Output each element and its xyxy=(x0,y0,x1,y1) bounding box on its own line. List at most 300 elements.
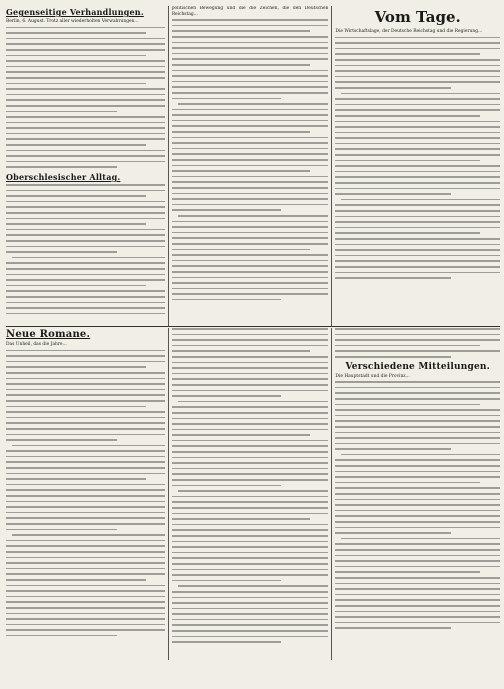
article-text-block xyxy=(335,328,500,358)
text-line xyxy=(6,190,165,192)
text-line xyxy=(335,255,500,257)
text-line xyxy=(6,394,165,396)
text-line xyxy=(172,423,329,425)
text-line xyxy=(172,226,329,228)
text-line xyxy=(335,350,500,352)
text-line xyxy=(6,71,165,73)
text-line xyxy=(172,384,329,386)
text-line xyxy=(172,120,329,122)
text-line xyxy=(6,624,165,626)
text-line xyxy=(335,238,500,240)
text-line xyxy=(12,257,165,259)
text-line xyxy=(335,622,500,624)
text-line xyxy=(172,75,329,77)
text-line xyxy=(335,176,500,178)
text-line xyxy=(335,459,500,461)
text-line xyxy=(6,579,146,581)
text-line xyxy=(172,591,329,593)
text-line xyxy=(335,555,500,557)
text-line xyxy=(335,165,500,167)
text-line xyxy=(6,406,146,408)
text-line xyxy=(6,461,165,463)
text-line xyxy=(6,55,146,57)
text-line xyxy=(335,188,500,190)
text-line xyxy=(335,415,500,417)
text-line xyxy=(335,627,450,629)
text-line xyxy=(6,150,165,152)
text-line xyxy=(172,580,282,582)
heading-mitteilungen: Verschiedene Mitteilungen. xyxy=(345,361,490,372)
text-line xyxy=(172,328,329,330)
text-line xyxy=(6,439,117,441)
upper-section xyxy=(6,6,500,326)
text-line xyxy=(335,560,500,562)
text-line xyxy=(6,166,117,168)
text-line xyxy=(6,251,117,253)
text-line xyxy=(335,566,500,568)
text-line xyxy=(335,154,500,156)
text-line xyxy=(6,618,165,620)
heading-oberschlesien: Oberschlesischer Alltag. xyxy=(6,172,121,183)
text-line xyxy=(6,434,165,436)
text-line xyxy=(6,290,165,292)
text-line xyxy=(172,350,310,352)
text-line xyxy=(172,237,329,239)
text-line xyxy=(6,127,165,129)
text-line xyxy=(6,495,165,497)
text-line xyxy=(335,409,500,411)
text-line xyxy=(172,109,329,111)
text-line xyxy=(172,64,310,66)
text-line xyxy=(335,611,500,613)
text-line xyxy=(335,599,500,601)
text-line xyxy=(6,122,165,124)
text-line xyxy=(335,345,480,347)
text-line xyxy=(6,629,165,631)
upper-column-1 xyxy=(6,6,165,326)
text-line xyxy=(335,426,500,428)
text-line xyxy=(335,70,500,72)
text-line xyxy=(6,285,146,287)
text-line xyxy=(6,201,165,203)
article-text-block xyxy=(335,381,500,629)
text-line xyxy=(6,506,165,508)
text-line xyxy=(172,501,329,503)
text-line xyxy=(335,616,500,618)
text-line xyxy=(335,549,500,551)
text-line xyxy=(172,148,329,150)
text-line xyxy=(335,605,500,607)
text-line xyxy=(335,532,450,534)
text-line xyxy=(6,478,146,480)
text-line xyxy=(172,557,329,559)
column-divider xyxy=(331,328,332,660)
text-line xyxy=(6,296,165,298)
text-line xyxy=(6,389,165,391)
text-line xyxy=(335,594,500,596)
text-line xyxy=(172,574,329,576)
text-line xyxy=(172,597,329,599)
text-line xyxy=(6,540,165,542)
text-line xyxy=(172,137,329,139)
text-line xyxy=(6,422,165,424)
text-line xyxy=(335,59,500,61)
text-line xyxy=(6,355,165,357)
text-line xyxy=(172,563,329,565)
upper-column-3 xyxy=(335,6,500,326)
text-line xyxy=(335,515,500,517)
text-line xyxy=(172,282,329,284)
text-line xyxy=(172,535,329,537)
text-line xyxy=(6,268,165,270)
text-line xyxy=(335,132,500,134)
text-line xyxy=(6,279,165,281)
text-line xyxy=(172,429,329,431)
text-line xyxy=(172,221,329,223)
text-line xyxy=(172,445,329,447)
text-line xyxy=(335,392,500,394)
text-line xyxy=(335,334,500,336)
text-line xyxy=(6,557,165,559)
text-line xyxy=(172,232,329,234)
text-line xyxy=(335,98,500,100)
text-line xyxy=(172,209,282,211)
text-line xyxy=(172,131,310,133)
text-line xyxy=(6,77,165,79)
text-line xyxy=(335,148,500,150)
text-line xyxy=(335,448,450,450)
text-line xyxy=(335,260,500,262)
text-line xyxy=(172,142,329,144)
text-line xyxy=(335,137,500,139)
text-line xyxy=(172,412,329,414)
text-line xyxy=(6,206,165,208)
text-line xyxy=(172,176,329,178)
text-line xyxy=(335,232,480,234)
text-line xyxy=(172,339,329,341)
text-line xyxy=(335,443,500,445)
text-line xyxy=(6,350,165,352)
text-line xyxy=(172,608,329,610)
article-text-block xyxy=(6,184,165,314)
text-line xyxy=(172,624,329,626)
text-line xyxy=(335,398,500,400)
section-title-vom-tage: Vom Tage. xyxy=(374,8,461,26)
text-line xyxy=(172,159,329,161)
text-line xyxy=(335,471,500,473)
column-divider xyxy=(168,328,169,660)
text-line xyxy=(335,81,500,83)
text-line xyxy=(12,534,165,536)
text-line xyxy=(6,361,165,363)
text-line xyxy=(6,43,165,45)
text-line xyxy=(172,42,329,44)
text-line xyxy=(6,302,165,304)
text-line xyxy=(335,356,450,358)
text-line xyxy=(6,116,165,118)
text-line xyxy=(172,496,329,498)
text-line xyxy=(172,25,329,27)
text-line xyxy=(172,249,310,251)
text-line xyxy=(172,125,329,127)
text-line xyxy=(6,307,165,309)
text-line xyxy=(178,585,329,587)
text-line xyxy=(335,104,500,106)
text-line xyxy=(6,400,165,402)
text-line xyxy=(335,577,500,579)
article-text-block xyxy=(6,350,165,637)
article-text-block xyxy=(172,19,329,300)
text-line xyxy=(172,636,329,638)
text-line xyxy=(335,115,480,117)
text-line xyxy=(6,274,165,276)
text-line xyxy=(172,541,329,543)
text-line xyxy=(6,484,165,486)
text-line xyxy=(335,543,500,545)
text-line xyxy=(6,428,165,430)
text-line xyxy=(335,432,500,434)
text-line xyxy=(172,170,310,172)
text-line xyxy=(172,518,310,520)
text-line xyxy=(178,490,329,492)
text-line xyxy=(335,420,500,422)
text-line xyxy=(335,121,500,123)
text-line xyxy=(6,155,165,157)
text-line xyxy=(172,367,329,369)
text-line xyxy=(172,485,282,487)
text-line xyxy=(6,456,165,458)
text-line xyxy=(335,126,500,128)
text-line xyxy=(335,328,500,330)
text-line xyxy=(341,538,500,540)
text-line xyxy=(172,165,329,167)
text-line xyxy=(335,244,500,246)
text-line xyxy=(6,234,165,236)
lower-column-1 xyxy=(6,328,165,660)
text-line xyxy=(335,65,500,67)
article-text-block xyxy=(335,37,500,279)
text-line xyxy=(335,171,500,173)
text-line xyxy=(6,635,117,637)
article-snippet: politischen Bewegung und die die Zeichen, die den Deutschen Reichstag... xyxy=(171,6,329,17)
text-line xyxy=(335,510,500,512)
text-line xyxy=(335,143,500,145)
text-line xyxy=(172,513,329,515)
text-line xyxy=(172,451,329,453)
text-line xyxy=(6,49,165,51)
text-line xyxy=(172,619,329,621)
text-line xyxy=(172,153,329,155)
text-line xyxy=(172,524,329,526)
text-line xyxy=(172,356,329,358)
text-line xyxy=(6,562,165,564)
text-line xyxy=(6,467,165,469)
text-line xyxy=(6,523,165,525)
text-line xyxy=(172,462,329,464)
text-line xyxy=(172,243,329,245)
text-line xyxy=(172,552,329,554)
text-line xyxy=(6,529,117,531)
text-line xyxy=(172,473,329,475)
text-line xyxy=(341,93,500,95)
text-line xyxy=(335,76,500,78)
text-line xyxy=(335,221,500,223)
text-line xyxy=(6,551,165,553)
text-line xyxy=(6,83,146,85)
text-line xyxy=(172,58,329,60)
column-divider xyxy=(331,6,332,326)
text-line xyxy=(335,404,480,406)
text-line xyxy=(172,30,310,32)
text-line xyxy=(172,434,310,436)
text-line xyxy=(6,378,165,380)
text-line xyxy=(172,204,329,206)
text-line xyxy=(335,210,500,212)
text-line xyxy=(172,507,329,509)
text-line xyxy=(335,87,450,89)
text-line xyxy=(6,66,165,68)
text-line xyxy=(335,48,500,50)
text-line xyxy=(6,372,165,374)
text-line xyxy=(6,195,146,197)
text-line xyxy=(6,27,165,29)
text-line xyxy=(6,585,165,587)
text-line xyxy=(172,529,329,531)
text-line xyxy=(6,545,165,547)
text-line xyxy=(335,216,500,218)
text-line xyxy=(172,277,329,279)
text-line xyxy=(335,182,500,184)
text-line xyxy=(335,521,500,523)
text-line xyxy=(172,47,329,49)
text-line xyxy=(6,450,165,452)
text-line xyxy=(172,378,329,380)
text-line xyxy=(172,19,329,21)
text-line xyxy=(172,406,329,408)
text-line xyxy=(178,215,329,217)
lower-column-3 xyxy=(335,328,500,660)
text-line xyxy=(6,161,165,163)
text-line xyxy=(172,271,329,273)
text-line xyxy=(335,493,500,495)
text-line xyxy=(335,109,500,111)
text-line xyxy=(335,527,500,529)
text-line xyxy=(6,60,165,62)
text-line xyxy=(335,588,500,590)
lower-section xyxy=(6,328,500,660)
text-line xyxy=(6,32,146,34)
text-line xyxy=(335,571,480,573)
text-line xyxy=(335,476,500,478)
text-line xyxy=(172,265,329,267)
text-line xyxy=(6,512,165,514)
text-line xyxy=(172,98,282,100)
text-line xyxy=(6,38,165,40)
upper-column-2 xyxy=(172,6,329,326)
text-line xyxy=(12,445,165,447)
text-line xyxy=(335,504,500,506)
text-line xyxy=(6,111,117,113)
text-line xyxy=(172,254,329,256)
text-line xyxy=(335,204,500,206)
text-line xyxy=(6,366,146,368)
text-line xyxy=(172,395,282,397)
text-line xyxy=(335,482,480,484)
text-line xyxy=(341,199,500,201)
column-divider xyxy=(168,6,169,326)
text-line xyxy=(172,569,329,571)
text-line xyxy=(335,277,450,279)
text-line xyxy=(6,517,165,519)
text-line xyxy=(6,218,165,220)
text-line xyxy=(172,630,329,632)
text-line xyxy=(6,262,165,264)
article-text-block xyxy=(172,328,329,643)
text-line xyxy=(335,437,500,439)
text-line xyxy=(172,86,329,88)
article-snippet: Das Unheil, das die Jahre... xyxy=(6,342,67,347)
text-line xyxy=(335,266,500,268)
text-line xyxy=(172,468,329,470)
text-line xyxy=(172,362,329,364)
text-line xyxy=(172,334,329,336)
text-line xyxy=(335,499,500,501)
text-line xyxy=(6,607,165,609)
text-line xyxy=(6,573,165,575)
text-line xyxy=(335,193,450,195)
text-line xyxy=(6,417,165,419)
text-line xyxy=(6,223,146,225)
text-line xyxy=(172,293,329,295)
text-line xyxy=(6,144,146,146)
text-line xyxy=(6,313,165,315)
text-line xyxy=(6,105,165,107)
text-line xyxy=(178,401,329,403)
text-line xyxy=(172,187,329,189)
text-line xyxy=(172,288,329,290)
text-line xyxy=(172,92,329,94)
article-text-block xyxy=(6,27,165,168)
text-line xyxy=(6,246,165,248)
text-line xyxy=(335,160,480,162)
text-line xyxy=(6,568,165,570)
text-line xyxy=(335,465,500,467)
text-line xyxy=(6,590,165,592)
text-line xyxy=(335,37,500,39)
text-line xyxy=(6,184,165,186)
text-line xyxy=(335,487,500,489)
text-line xyxy=(6,489,165,491)
text-line xyxy=(335,387,500,389)
text-line xyxy=(6,501,165,503)
text-line xyxy=(335,381,500,383)
text-line xyxy=(335,339,500,341)
text-line xyxy=(335,53,480,55)
text-line xyxy=(172,479,329,481)
section-divider xyxy=(6,326,500,327)
text-line xyxy=(172,546,329,548)
text-line xyxy=(341,454,500,456)
text-line xyxy=(172,641,282,643)
text-line xyxy=(172,373,329,375)
text-line xyxy=(6,240,165,242)
text-line xyxy=(335,42,500,44)
text-line xyxy=(172,418,329,420)
article-snippet: Die Hauptstadt und die Provinz... xyxy=(335,373,410,379)
text-line xyxy=(172,390,329,392)
text-line xyxy=(335,583,500,585)
lower-column-2 xyxy=(172,328,329,660)
